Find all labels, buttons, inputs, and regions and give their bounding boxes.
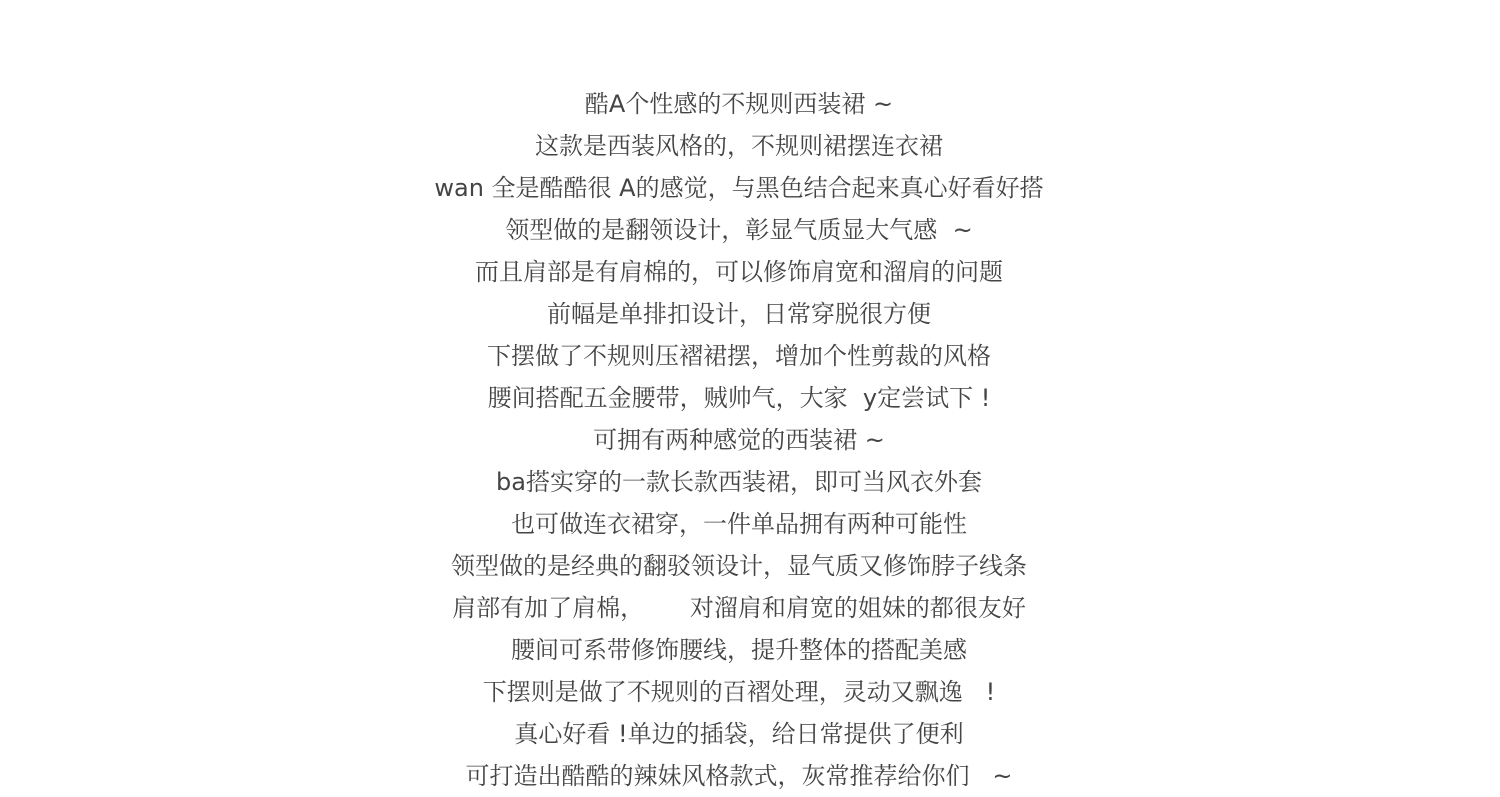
text-line: 酷A个性感的不规则西装裙 ~ [584, 90, 894, 118]
text-line: 腰间可系带修饰腰线，提升整体的搭配美感 [511, 636, 967, 664]
text-line: ba搭实穿的一款长款西装裙，即可当风衣外套 [496, 468, 982, 496]
text-line: 而且肩部是有肩棉的，可以修饰肩宽和溜肩的问题 [475, 258, 1003, 286]
text-line: 领型做的是翻领设计，彰显气质显大气感 ~ [505, 216, 973, 244]
text-line: 真心好看 !单边的插袋，给日常提供了便利 [514, 720, 964, 748]
text-line: 前幅是单排扣设计，日常穿脱很方便 [547, 300, 931, 328]
text-line: 下摆则是做了不规则的百褶处理，灵动又飘逸 ! [482, 678, 996, 706]
text-line: 也可做连衣裙穿，一件单品拥有两种可能性 [511, 510, 967, 538]
text-line: 可拥有两种感觉的西装裙 ~ [593, 426, 885, 454]
text-line: 可打造出酷酷的辣妹风格款式，灰常推荐给你们 ~ [465, 762, 1013, 790]
text-line: 领型做的是经典的翻驳领设计，显气质又修饰脖子线条 [451, 552, 1027, 580]
text-line: 腰间搭配五金腰带，贼帅气，大家 y定尝试下 ! [487, 384, 991, 412]
text-line: 这款是西装风格的，不规则裙摆连衣裙 [535, 132, 943, 160]
text-line: 肩部有加了肩棉， 对溜肩和肩宽的姐妹的都很友好 [452, 594, 1026, 622]
text-line: 下摆做了不规则压褶裙摆，增加个性剪裁的风格 [487, 342, 991, 370]
product-description [0, 83, 1478, 797]
text-line: wan 全是酷酷很 A的感觉，与黑色结合起来真心好看好搭 [434, 174, 1044, 202]
